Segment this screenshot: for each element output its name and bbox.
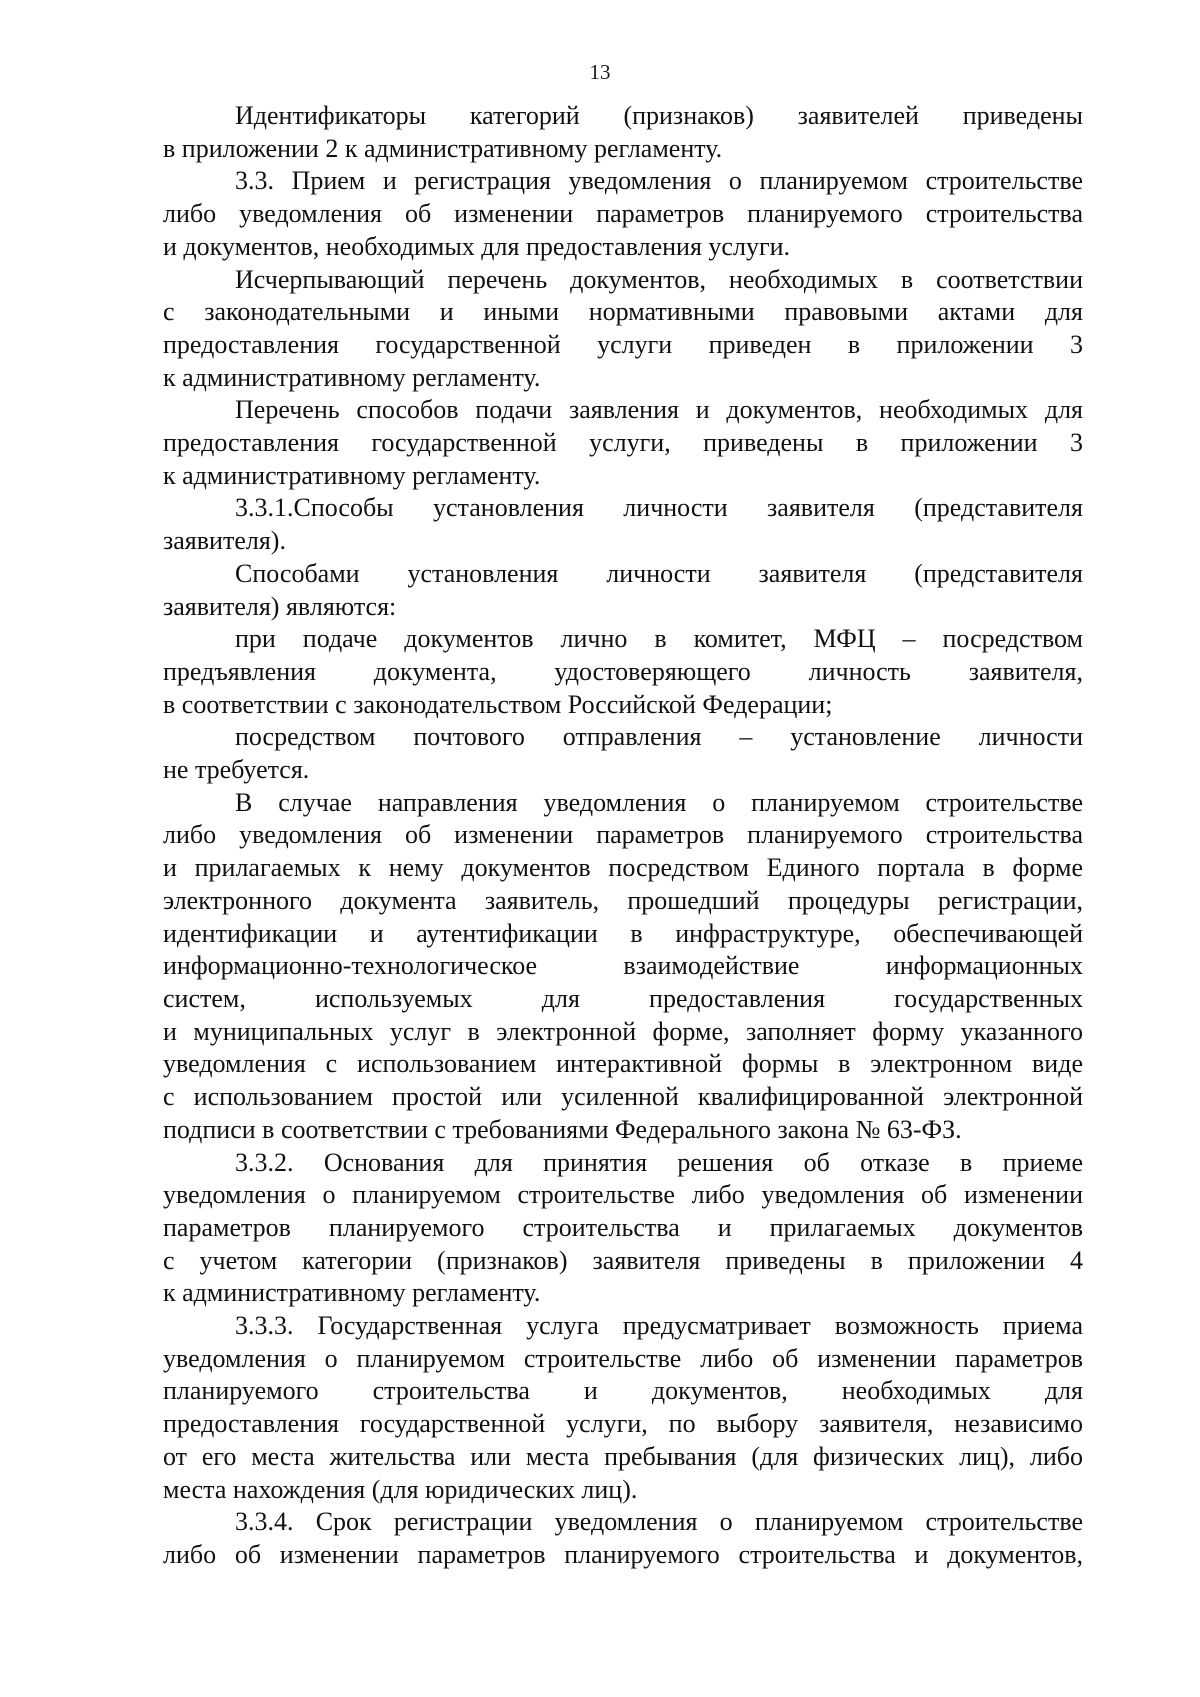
document-body xyxy=(163,100,1083,1572)
text-line: посредством почтового отправления – установление личности xyxy=(235,722,1083,752)
text-line: при подаче документов лично в комитет, МФЦ – посредством xyxy=(235,624,1083,654)
text-line: 3.3.3. Государственная услуга предусматривает возможность приема xyxy=(235,1311,1083,1341)
text-line: в приложении 2 к административному регламенту. xyxy=(163,133,723,163)
text-line: и документов, необходимых для предоставления услуги. xyxy=(163,231,791,261)
text-line: уведомления о планируемом строительстве либо об изменении параметров xyxy=(163,1343,1083,1373)
text-line: с учетом категории (признаков) заявителя приведены в приложении 4 xyxy=(163,1245,1083,1275)
text-line: планируемого строительства и документов, необходимых для xyxy=(163,1376,1083,1406)
text-line: либо уведомления об изменении параметров планируемого строительства xyxy=(163,820,1083,850)
text-line: 3.3. Прием и регистрация уведомления о планируемом строительстве xyxy=(235,166,1083,196)
text-line: систем, используемых для предоставления государственных xyxy=(163,983,1083,1013)
text-line: 3.3.4. Срок регистрации уведомления о планируемом строительстве xyxy=(235,1507,1083,1537)
text-line: к административному регламенту. xyxy=(163,460,541,490)
text-line: Исчерпывающий перечень документов, необходимых в соответствии xyxy=(235,264,1083,294)
text-line: Перечень способов подачи заявления и документов, необходимых для xyxy=(235,395,1083,425)
paragraph xyxy=(163,623,1083,721)
page-number: 13 xyxy=(589,60,611,84)
text-line: электронного документа заявитель, прошедший процедуры регистрации, xyxy=(163,885,1083,915)
text-line: заявителя). xyxy=(163,526,286,556)
paragraph xyxy=(163,787,1083,1147)
text-line: с использованием простой или усиленной квалифицированной электронной xyxy=(163,1082,1083,1112)
paragraph xyxy=(163,100,1083,165)
paragraph xyxy=(163,492,1083,557)
text-line: и муниципальных услуг в электронной форме, заполняет форму указанного xyxy=(163,1016,1083,1046)
text-line: предоставления государственной услуги, по выбору заявителя, независимо xyxy=(163,1409,1083,1439)
text-line: заявителя) являются: xyxy=(163,591,397,621)
text-line: В случае направления уведомления о планируемом строительстве xyxy=(235,787,1083,817)
text-line: информационно-технологическое взаимодействие информационных xyxy=(163,951,1083,981)
text-line: к административному регламенту. xyxy=(163,362,541,392)
text-line: 3.3.2. Основания для принятия решения об отказе в приеме xyxy=(235,1147,1083,1177)
text-line: идентификации и аутентификации в инфраструктуре, обеспечивающей xyxy=(163,918,1083,948)
paragraph xyxy=(163,1147,1083,1311)
text-line: к административному регламенту. xyxy=(163,1278,541,1308)
text-line: от его места жительства или места пребывания (для физических лиц), либо xyxy=(163,1441,1083,1471)
text-line: и прилагаемых к нему документов посредством Единого портала в форме xyxy=(163,853,1083,883)
text-line: с законодательными и иными нормативными правовыми актами для xyxy=(163,297,1083,327)
paragraph xyxy=(163,558,1083,623)
text-line: Идентификаторы категорий (признаков) заявителей приведены xyxy=(235,101,1083,130)
text-line: либо об изменении параметров планируемого строительства и документов, xyxy=(163,1539,1083,1569)
text-line: 3.3.1.Способы установления личности заявителя (представителя xyxy=(235,493,1083,523)
text-line: уведомления о планируемом строительстве либо уведомления об изменении xyxy=(163,1180,1083,1210)
paragraph xyxy=(163,1310,1083,1506)
paragraph xyxy=(163,1506,1083,1571)
paragraph xyxy=(163,165,1083,263)
text-line: Способами установления личности заявителя (представителя xyxy=(235,558,1083,588)
text-line: уведомления с использованием интерактивной формы в электронном виде xyxy=(163,1049,1083,1079)
text-line: предоставления государственной услуги, приведены в приложении 3 xyxy=(163,428,1083,458)
text-line: подписи в соответствии с требованиями Федерального закона № 63-ФЗ. xyxy=(163,1114,962,1144)
paragraph xyxy=(163,264,1083,395)
text-line: места нахождения (для юридических лиц). xyxy=(163,1474,638,1504)
paragraph xyxy=(163,394,1083,492)
text-line: предоставления государственной услуги приведен в приложении 3 xyxy=(163,329,1083,359)
text-line: предъявления документа, удостоверяющего личность заявителя, xyxy=(163,656,1083,686)
text-line: в соответствии с законодательством Российской Федерации; xyxy=(163,689,833,719)
text-line: параметров планируемого строительства и прилагаемых документов xyxy=(163,1212,1083,1242)
text-line: не требуется. xyxy=(163,755,310,785)
text-line: либо уведомления об изменении параметров планируемого строительства xyxy=(163,199,1083,229)
paragraph xyxy=(163,721,1083,786)
